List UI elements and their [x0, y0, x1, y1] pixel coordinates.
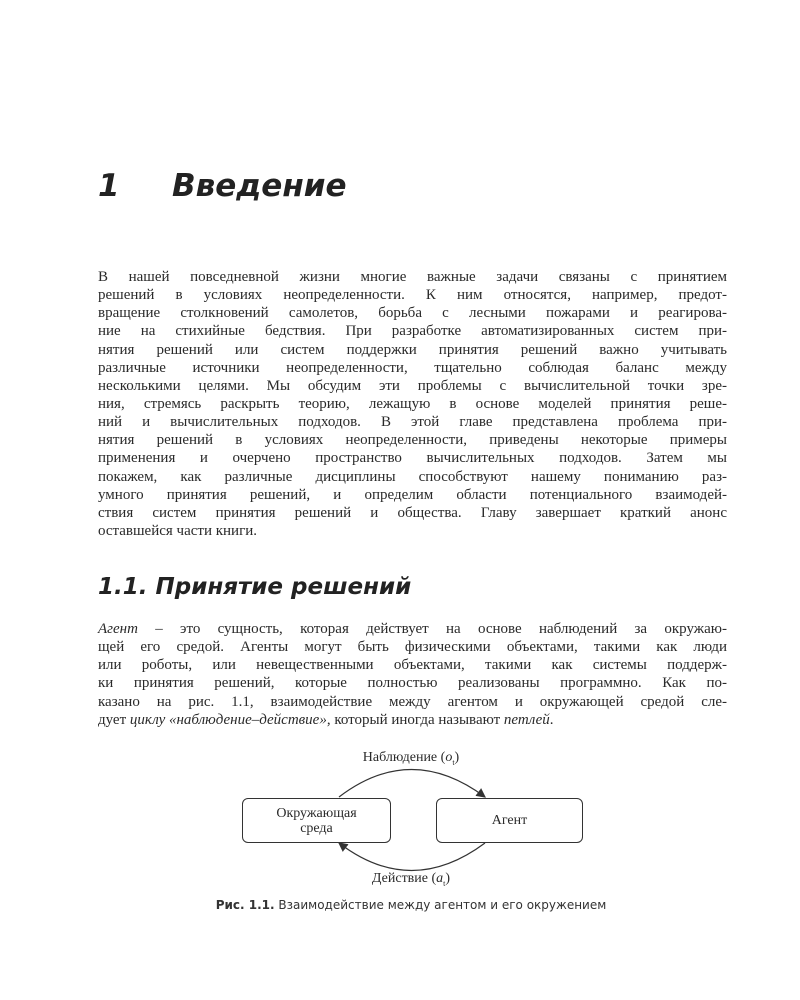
text-segment: применения и очерчено пространство вычислительных подходов. Затем мы: [98, 450, 727, 467]
text-segment: вращение столкновений самолетов, борьба с лесными пожарами и реагирова-: [98, 305, 727, 322]
text-segment: ние на стихийные бедствия. При разработке автоматизированных систем при-: [98, 323, 727, 340]
text-segment: ния, стремясь раскрыть теорию, лежащую в основе моделей принятия реше-: [98, 395, 727, 412]
text-segment: оставшейся части книги.: [98, 522, 258, 539]
text-segment: нятия решений или систем поддержки принятия решений важно учитывать: [98, 341, 727, 358]
text-segment: ний и вычислительных подходов. В этой главе представлена проблема при-: [98, 414, 727, 431]
action-label: Действие $(a_t)$: [371, 871, 451, 888]
section-heading: 1.1. Принятие решений: [98, 574, 412, 600]
chapter-title: Введение: [172, 168, 347, 204]
text-segment: .: [549, 711, 554, 728]
text-segment: несколькими целями. Мы обсудим эти проблемы с вычислительной точки зре-: [98, 377, 727, 394]
text-segment: ки принятия решений, которые полностью реализованы программно. Как по-: [98, 675, 727, 692]
text-segment: казано на рис. 1.1, взаимодействие между агентом и окружающей средой сле-: [98, 693, 727, 710]
environment-box: Окружающая среда: [242, 798, 391, 843]
text-segment: – это сущность, которая действует на основе наблюдений за окружаю-: [137, 621, 727, 637]
chapter-number: 1: [98, 168, 120, 204]
emphasis-text: петлей: [503, 711, 550, 728]
emphasis-text: Агент: [98, 621, 138, 637]
text-segment: В нашей повседневной жизни многие важные задачи связаны с принятием: [98, 269, 727, 285]
agent-box: Агент: [436, 798, 583, 843]
emphasis-text: циклу «наблюдение–действие»: [129, 711, 327, 728]
text-segment: различные источники неопределенности, тщательно соблюдая баланс между: [98, 359, 727, 376]
figure-caption: Рис. 1.1. Взаимодействие между агентом и его окружением: [215, 898, 607, 912]
text-segment: нятия решений в условиях неопределенности, приведены некоторые примеры: [98, 432, 727, 449]
action-arrow: [339, 843, 485, 871]
text-segment: ствия систем принятия решений и общества. Главу завершает краткий анонс: [98, 504, 727, 521]
text-segment: , который иногда называют: [326, 711, 504, 728]
text-segment: покажем, как различные дисциплины способствуют нашему пониманию раз-: [98, 468, 727, 485]
text-segment: умного принятия решений, и определим области потенциального взаимодей-: [98, 486, 727, 503]
observation-label: Наблюдение $(o_t)$: [362, 750, 460, 767]
text-segment: дует: [98, 711, 130, 728]
observation-arrow: [339, 770, 485, 798]
text-segment: решений в условиях неопределенности. К ним относятся, например, предот-: [98, 287, 727, 304]
text-segment: щей его средой. Агенты могут быть физическими объектами, такими как люди: [98, 639, 727, 656]
text-segment: или роботы, или невещественными объектами, такими как системы поддерж-: [98, 657, 727, 674]
